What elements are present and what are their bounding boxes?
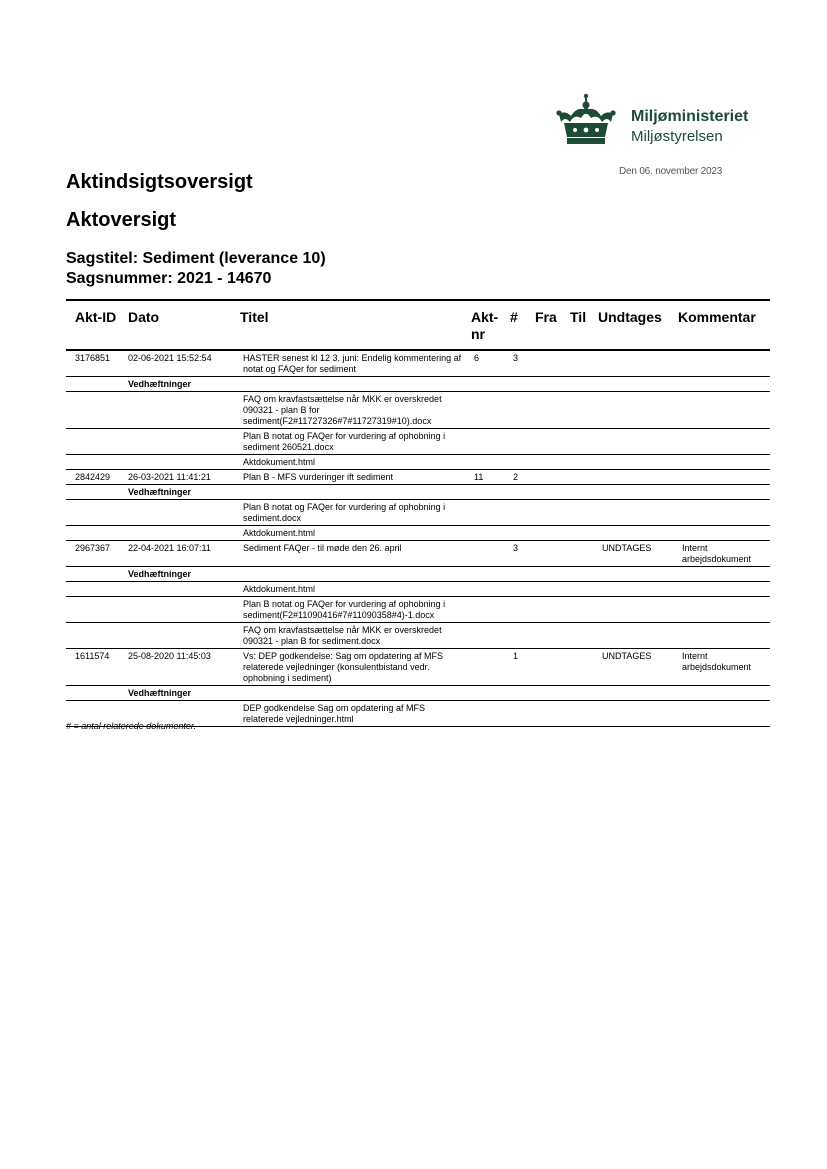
empty-cell [66,392,128,429]
attachment-row [66,392,770,429]
footnote: # = antal relaterede dokumenter. [66,721,196,731]
akt-nr-cell [471,649,510,686]
akt-id-cell: 1611574 [75,651,110,661]
date-cell: 25-08-2020 11:45:03 [128,651,211,661]
crown-icon [555,92,617,148]
from-cell [535,350,570,377]
count-cell: 1 [513,651,519,661]
empty-cell [66,686,128,701]
case-number: Sagsnummer: 2021 - 14670 [66,270,272,287]
column-header: Til [570,309,587,325]
attachment-title-cell: FAQ om kravfastsættelse når MKK er overskredet 090321 - plan B for sediment(F2#11727326#7#11727319#10).docx [243,394,442,426]
attachments-label: Vedhæftninger [128,379,192,389]
empty-cell [66,567,128,582]
empty-cell [128,429,240,455]
empty-cell [240,567,770,582]
title-cell: Vs: DEP godkendelse: Sag om opdatering af MFS relaterede vejledninger (konsulentbistand vedr. ophobning i sediment) [243,651,443,683]
empty-cell [128,582,240,597]
attachment-row [66,500,770,526]
empty-cell [128,597,240,623]
table-body [66,350,770,727]
title-cell: Plan B - MFS vurderinger ift sediment [243,472,394,482]
empty-cell [66,582,128,597]
empty-cell [66,597,128,623]
column-header: Akt-nr [471,309,499,342]
empty-cell [128,623,240,649]
ministry-logo [555,92,765,148]
document-row [66,470,770,485]
empty-cell [128,500,240,526]
empty-cell [66,377,128,392]
column-header: Titel [240,309,269,325]
exempt-cell [598,470,678,485]
document-row [66,350,770,377]
attachments-label: Vedhæftninger [128,487,192,497]
empty-cell [128,392,240,429]
empty-cell [471,597,770,623]
to-cell [570,470,598,485]
empty-cell [471,429,770,455]
empty-cell [471,701,770,727]
ministry-name: Miljøministeriet [631,108,749,125]
from-cell [535,541,570,567]
column-header: Undtages [598,309,662,325]
section-title: Aktoversigt [66,209,177,231]
from-cell [535,649,570,686]
empty-cell [240,377,770,392]
document-row [66,541,770,567]
attachments-header-row [66,377,770,392]
case-title: Sagstitel: Sediment (leverance 10) [66,250,326,267]
attachments-label: Vedhæftninger [128,688,192,698]
attachment-title-cell: Plan B notat og FAQer for vurdering af ophobning i sediment.docx [243,502,446,523]
date-cell: 22-04-2021 16:07:11 [128,543,211,553]
empty-cell [471,582,770,597]
akt-id-cell: 2967367 [75,543,111,553]
empty-cell [471,526,770,541]
records-table [66,299,770,727]
empty-cell [66,429,128,455]
attachment-row [66,526,770,541]
attachment-row [66,455,770,470]
column-header: # [510,309,518,325]
attachments-header-row [66,485,770,500]
to-cell [570,649,598,686]
attachment-row [66,597,770,623]
attachment-row [66,623,770,649]
attachment-row [66,582,770,597]
column-header: Akt-ID [75,309,117,325]
exempt-cell: UNDTAGES [602,543,652,553]
document-date: Den 06. november 2023 [619,166,723,177]
comment-cell: Internt arbejdsdokument [682,543,752,564]
count-cell: 3 [513,543,519,553]
document-row [66,649,770,686]
empty-cell [66,500,128,526]
title-cell: Sediment FAQer - til møde den 26. april [243,543,402,553]
document-title: Aktindsigtsoversigt [66,171,253,193]
attachment-title-cell: Aktdokument.html [243,584,316,594]
attachment-title-cell: Aktdokument.html [243,528,316,538]
empty-cell [240,686,770,701]
table-header-row [66,300,770,350]
comment-cell: Internt arbejdsdokument [682,651,752,672]
empty-cell [66,485,128,500]
akt-id-cell: 3176851 [75,353,111,363]
akt-id-cell: 2842429 [75,472,111,482]
to-cell [570,541,598,567]
column-header: Dato [128,309,160,325]
empty-cell [471,392,770,429]
column-header: Fra [535,309,557,325]
akt-nr-cell: 11 [474,472,484,482]
date-cell: 26-03-2021 11:41:21 [128,472,211,482]
count-cell: 3 [513,353,519,363]
date-cell: 02-06-2021 15:52:54 [128,353,212,363]
akt-nr-cell [471,541,510,567]
attachment-title-cell: FAQ om kravfastsættelse når MKK er overskredet 090321 - plan B for sediment.docx [243,625,442,646]
attachment-row [66,429,770,455]
attachment-title-cell: Aktdokument.html [243,457,316,467]
akt-nr-cell: 6 [474,353,480,363]
attachment-title-cell: Plan B notat og FAQer for vurdering af ophobning i sediment 260521.docx [243,431,446,452]
exempt-cell [598,350,678,377]
column-header: Kommentar [678,309,756,325]
attachment-title-cell: DEP godkendelse Sag om opdatering af MFS relaterede vejledninger.html [243,703,425,724]
title-cell: HASTER senest kl 12 3. juni: Endelig kommentering af notat og FAQer for sediment [243,353,462,374]
comment-cell [678,470,770,485]
empty-cell [128,455,240,470]
exempt-cell: UNDTAGES [602,651,652,661]
comment-cell [678,350,770,377]
empty-cell [471,623,770,649]
attachment-title-cell: Plan B notat og FAQer for vurdering af ophobning i sediment(F2#11090416#7#11090358#4)-1.docx [243,599,446,620]
agency-name: Miljøstyrelsen [631,128,723,145]
attachments-header-row [66,567,770,582]
empty-cell [66,455,128,470]
from-cell [535,470,570,485]
to-cell [570,350,598,377]
attachments-label: Vedhæftninger [128,569,192,579]
empty-cell [128,526,240,541]
empty-cell [66,623,128,649]
empty-cell [240,485,770,500]
empty-cell [66,526,128,541]
empty-cell [471,500,770,526]
attachments-header-row [66,686,770,701]
count-cell: 2 [513,472,519,482]
empty-cell [471,455,770,470]
